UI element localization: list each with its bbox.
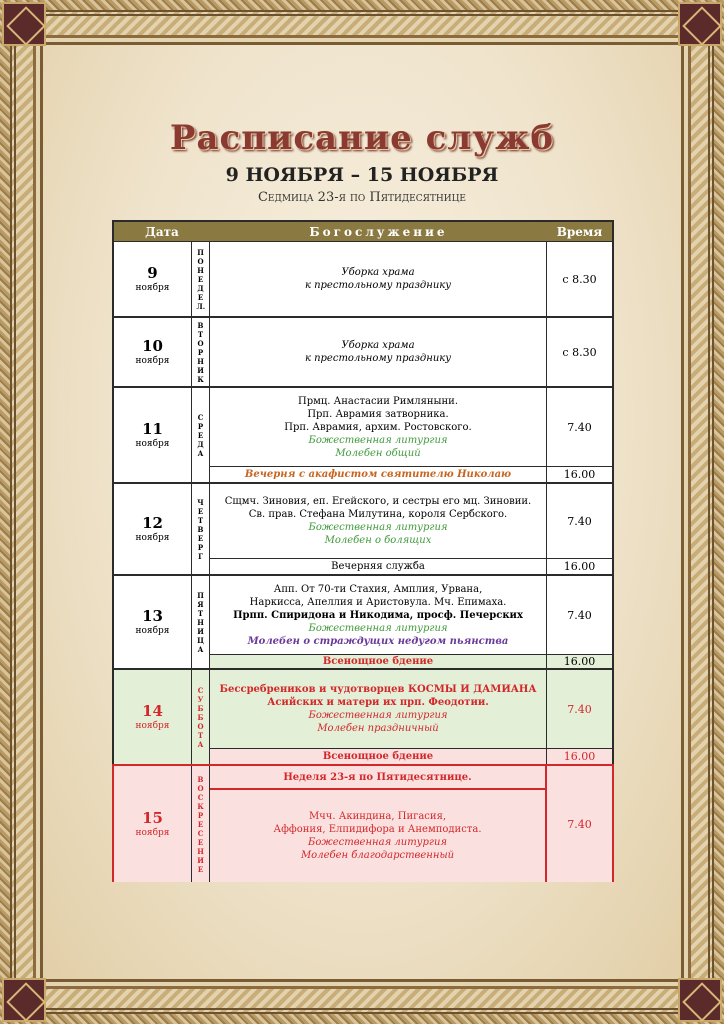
table-row: [114, 670, 612, 766]
sunday-header: Неделя 23-я по Пятидесятнице.: [283, 771, 472, 783]
time-cell: [547, 242, 612, 316]
corner-ornament-icon: [678, 978, 722, 1022]
service-time: 7.40: [567, 817, 592, 831]
time-cell: [547, 388, 612, 482]
service-line: Сщмч. Зиновия, еп. Егейского, и сестры его мц. Зиновии.: [224, 496, 532, 507]
service-cell: [210, 388, 547, 482]
weekday-label: СУББОТА: [197, 685, 204, 749]
service-time: 7.40: [567, 702, 592, 716]
corner-ornament-icon: [2, 2, 46, 46]
liturgy-line: Божественная литургия: [308, 522, 448, 533]
date-cell: [114, 242, 192, 316]
table-row: [114, 242, 612, 318]
day-number: 9: [147, 264, 158, 282]
liturgy-line: Божественная литургия: [308, 710, 448, 721]
day-number: 12: [142, 514, 163, 532]
day-month: ноября: [135, 626, 170, 636]
header-service: Богослужение: [309, 225, 448, 239]
evening-service: Всенощное бдение: [322, 751, 434, 762]
service-cell: [210, 670, 547, 764]
table-header: [114, 222, 612, 242]
corner-ornament-icon: [678, 2, 722, 46]
page-title: Расписание служб: [169, 118, 555, 158]
header-date: Дата: [145, 225, 179, 239]
day-month: ноября: [135, 828, 170, 838]
evening-service: Вечерняя служба: [331, 561, 425, 572]
day-month: ноября: [135, 439, 170, 449]
weekday-label: ЧЕТВЕРГ: [197, 497, 204, 561]
table-row: [112, 764, 614, 882]
table-row: [114, 388, 612, 484]
weekday-label: ПОНЕДЕЛ.: [196, 247, 206, 311]
evening-service: Вечерня с акафистом святителю Николаю: [244, 469, 512, 480]
service-line: к престольному празднику: [304, 353, 452, 364]
weekday-label: СРЕДА: [197, 412, 204, 458]
weekday-cell: [192, 766, 210, 882]
service-cell: [210, 766, 547, 882]
weekday-cell: [192, 242, 210, 316]
service-line: Уборка храма: [341, 267, 415, 278]
time-cell: [547, 670, 612, 764]
moleben-line: Молебен благодарственный: [300, 850, 455, 861]
liturgy-line: Божественная литургия: [308, 434, 448, 446]
day-month: ноября: [135, 356, 170, 366]
liturgy-line: Божественная литургия: [307, 837, 448, 848]
day-number: 10: [142, 337, 163, 355]
date-cell: [114, 766, 192, 882]
moleben-line: Молебен общий: [335, 447, 421, 459]
day-number: 14: [142, 702, 163, 720]
week-subtitle: Седмица 23-я по Пятидесятнице: [257, 190, 466, 205]
evening-time: 16.00: [547, 558, 612, 574]
service-line: Прмц. Анастасии Римляныни.: [297, 395, 459, 407]
date-cell: [114, 576, 192, 668]
table-row: [114, 318, 612, 388]
evening-time: 16.00: [547, 748, 612, 764]
service-line: Аффония, Елпидифора и Анемподиста.: [273, 824, 482, 835]
evening-time: 16.00: [547, 654, 612, 668]
time-cell: [547, 318, 612, 386]
table-row: [114, 484, 612, 576]
service-line: Бессребреников и чудотворцев КОСМЫ И ДАМИАНА: [219, 684, 537, 695]
service-time: 7.40: [567, 514, 592, 528]
service-cell: [210, 242, 547, 316]
time-cell: [547, 576, 612, 668]
service-cell: [210, 318, 547, 386]
moleben-line: Молебен о страждущих недугом пьянства: [247, 635, 509, 647]
service-time: 7.40: [567, 420, 592, 434]
service-line: к престольному празднику: [304, 280, 452, 291]
service-line: Наркисса, Апеллия и Аристовула. Мч. Епимаха.: [249, 596, 507, 608]
liturgy-line: Божественная литургия: [308, 622, 448, 634]
service-cell: [210, 576, 547, 668]
date-range: 9 НОЯБРЯ – 15 НОЯБРЯ: [225, 164, 499, 186]
day-number: 15: [142, 809, 163, 827]
service-line: Прп. Аврамия, архим. Ростовского.: [284, 421, 472, 433]
time-cell: [547, 484, 612, 574]
service-line: Асийских и матери их прп. Феодотии.: [267, 697, 489, 708]
corner-ornament-icon: [2, 978, 46, 1022]
day-month: ноября: [135, 533, 170, 543]
service-time: 7.40: [567, 608, 592, 622]
service-line: Св. прав. Стефана Милутина, короля Сербского.: [248, 509, 508, 520]
date-cell: [114, 318, 192, 386]
evening-time: 16.00: [547, 466, 612, 482]
time-cell: [547, 766, 612, 882]
service-cell: [210, 484, 547, 574]
weekday-label: ВТОРНИК: [197, 320, 204, 384]
day-month: ноября: [135, 283, 170, 293]
weekday-cell: [192, 318, 210, 386]
date-cell: [114, 388, 192, 482]
weekday-cell: [192, 576, 210, 668]
moleben-line: Молебен о болящих: [324, 535, 432, 546]
service-line: Апп. От 70-ти Стахия, Амплия, Урвана,: [273, 583, 483, 595]
service-time: с 8.30: [562, 272, 597, 286]
table-row: [114, 576, 612, 670]
service-line: Мчч. Акиндина, Пигасия,: [308, 811, 447, 822]
day-number: 13: [142, 607, 163, 625]
service-line: Прпп. Спиридона и Никодима, просф. Печерских: [233, 609, 523, 621]
header-time: Время: [556, 225, 603, 239]
date-cell: [114, 670, 192, 764]
service-line: Прп. Аврамия затворника.: [307, 408, 449, 420]
service-line: Уборка храма: [341, 340, 415, 351]
date-cell: [114, 484, 192, 574]
day-month: ноября: [135, 721, 170, 731]
weekday-cell: [192, 388, 210, 482]
weekday-cell: [192, 484, 210, 574]
moleben-line: Молебен праздничный: [317, 723, 439, 734]
weekday-label: ПЯТНИЦА: [197, 590, 204, 654]
evening-service: Всенощное бдение: [322, 656, 434, 667]
weekday-cell: [192, 670, 210, 764]
weekday-label: ВОСКРЕСЕНИЕ: [197, 774, 204, 874]
schedule-table: [112, 220, 614, 882]
service-time: с 8.30: [562, 345, 597, 359]
day-number: 11: [142, 420, 163, 438]
